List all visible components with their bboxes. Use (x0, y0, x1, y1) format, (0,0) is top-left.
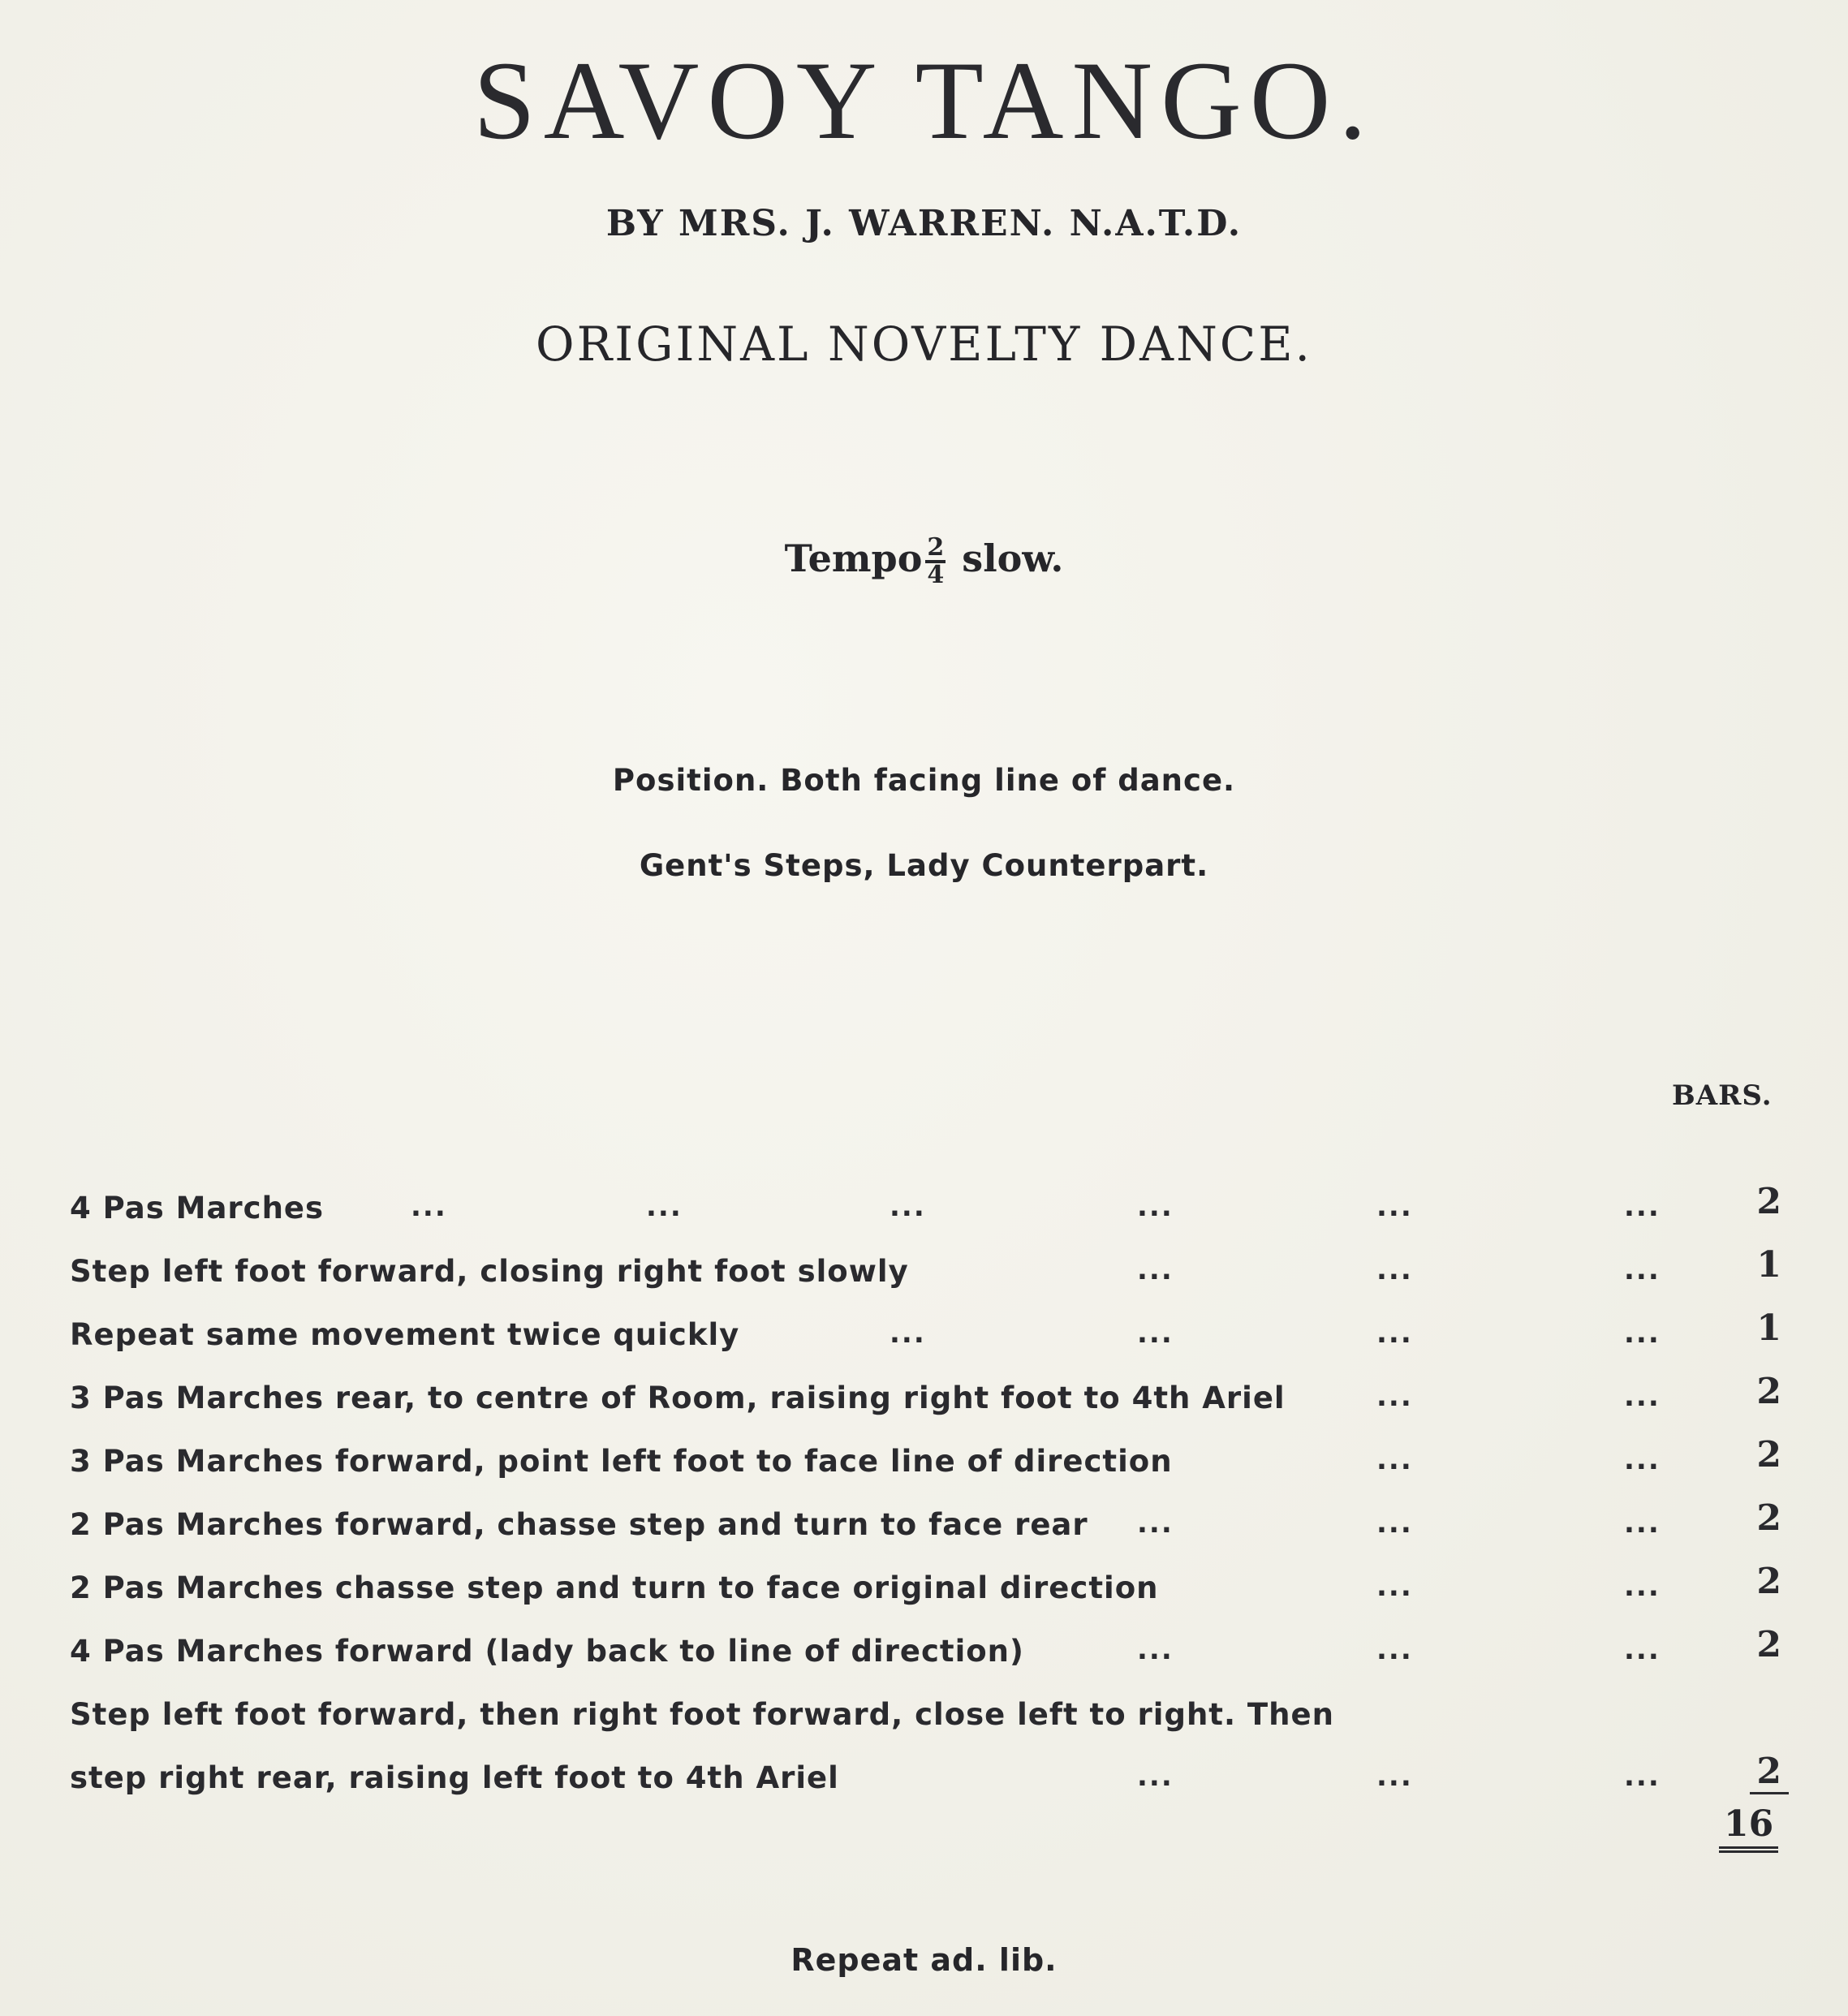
bars-total: 16 (1719, 1803, 1778, 1853)
leader-dots: ... (1624, 1760, 1661, 1793)
leader-dots: ... (1624, 1634, 1661, 1666)
leader-dots: ... (1376, 1191, 1413, 1223)
step-text: 4 Pas Marches (70, 1191, 325, 1226)
step-row (70, 1307, 1798, 1371)
time-signature-numerator: 2 (927, 533, 945, 562)
step-row (70, 1497, 1798, 1561)
step-text: Step left foot forward, then right foot forward, close left to right. Then (70, 1697, 1334, 1732)
step-bars: 2 (1756, 1434, 1782, 1475)
leader-dots: ... (1624, 1191, 1661, 1223)
time-signature-denominator: 4 (927, 561, 945, 589)
leader-dots: ... (1137, 1760, 1174, 1793)
step-text: step right rear, raising left foot to 4th Ariel (70, 1760, 839, 1795)
leader-dots: ... (1624, 1381, 1661, 1413)
leader-dots: ... (1376, 1570, 1413, 1603)
leader-dots: ... (1137, 1507, 1174, 1540)
step-row (70, 1244, 1798, 1307)
step-bars: 1 (1756, 1244, 1782, 1286)
leader-dots: ... (1376, 1760, 1413, 1793)
leader-dots: ... (1624, 1444, 1661, 1476)
author-line: BY MRS. J. WARREN. N.A.T.D. (605, 203, 1243, 244)
step-text: 3 Pas Marches forward, point left foot to face line of direction (70, 1444, 1173, 1479)
leader-dots: ... (1624, 1570, 1661, 1603)
step-bars: 2 (1756, 1181, 1782, 1222)
step-text: 3 Pas Marches rear, to centre of Room, raising right foot to 4th Ariel (70, 1381, 1286, 1415)
leader-dots: ... (890, 1317, 926, 1350)
step-row (70, 1687, 1798, 1751)
repeat-note: Repeat ad. lib. (790, 1942, 1058, 1978)
leader-dots: ... (1137, 1191, 1174, 1223)
leader-dots: ... (1624, 1254, 1661, 1286)
leader-dots: ... (890, 1191, 926, 1223)
leader-dots: ... (1376, 1317, 1413, 1350)
leader-dots: ... (1137, 1254, 1174, 1286)
step-text: 4 Pas Marches forward (lady back to line of direction) (70, 1634, 1024, 1669)
leader-dots: ... (1624, 1507, 1661, 1540)
tempo-line (0, 533, 1848, 589)
leader-dots: ... (1376, 1444, 1413, 1476)
leader-dots: ... (1376, 1254, 1413, 1286)
leader-dots: ... (1137, 1317, 1174, 1350)
step-bars: 2 (1756, 1624, 1782, 1665)
step-row (70, 1561, 1798, 1624)
step-row (70, 1181, 1798, 1244)
step-bars: 1 (1756, 1307, 1782, 1349)
step-text: Step left foot forward, closing right foot slowly (70, 1254, 909, 1289)
step-text: 2 Pas Marches chasse step and turn to face original direction (70, 1570, 1159, 1605)
step-bars: 2 (1756, 1561, 1782, 1602)
leader-dots: ... (1624, 1317, 1661, 1350)
step-text: Repeat same movement twice quickly (70, 1317, 740, 1352)
step-bars: 2 (1756, 1371, 1782, 1412)
position-line: Position. Both facing line of dance. (612, 763, 1236, 798)
tempo-suffix: slow. (962, 536, 1064, 580)
leader-dots: ... (646, 1191, 683, 1223)
subtitle: ORIGINAL NOVELTY DANCE. (536, 317, 1312, 372)
step-row (70, 1371, 1798, 1434)
time-signature (925, 533, 946, 589)
step-row (70, 1624, 1798, 1687)
leader-dots: ... (411, 1191, 447, 1223)
step-row (70, 1751, 1798, 1814)
step-text: 2 Pas Marches forward, chasse step and turn to face rear (70, 1507, 1088, 1542)
step-bars: 2 (1756, 1497, 1782, 1539)
leader-dots: ... (1376, 1634, 1413, 1666)
steps-list (70, 1181, 1798, 1814)
step-row (70, 1434, 1798, 1497)
leader-dots: ... (1376, 1381, 1413, 1413)
step-bars: 2 (1750, 1751, 1789, 1794)
bars-column-header: BARS. (1672, 1079, 1773, 1112)
leader-dots: ... (1137, 1634, 1174, 1666)
leader-dots: ... (1376, 1507, 1413, 1540)
dance-title: SAVOY TANGO. (473, 38, 1375, 162)
gents-steps-line: Gent's Steps, Lady Counterpart. (639, 848, 1209, 883)
tempo-prefix: Tempo (784, 536, 923, 580)
